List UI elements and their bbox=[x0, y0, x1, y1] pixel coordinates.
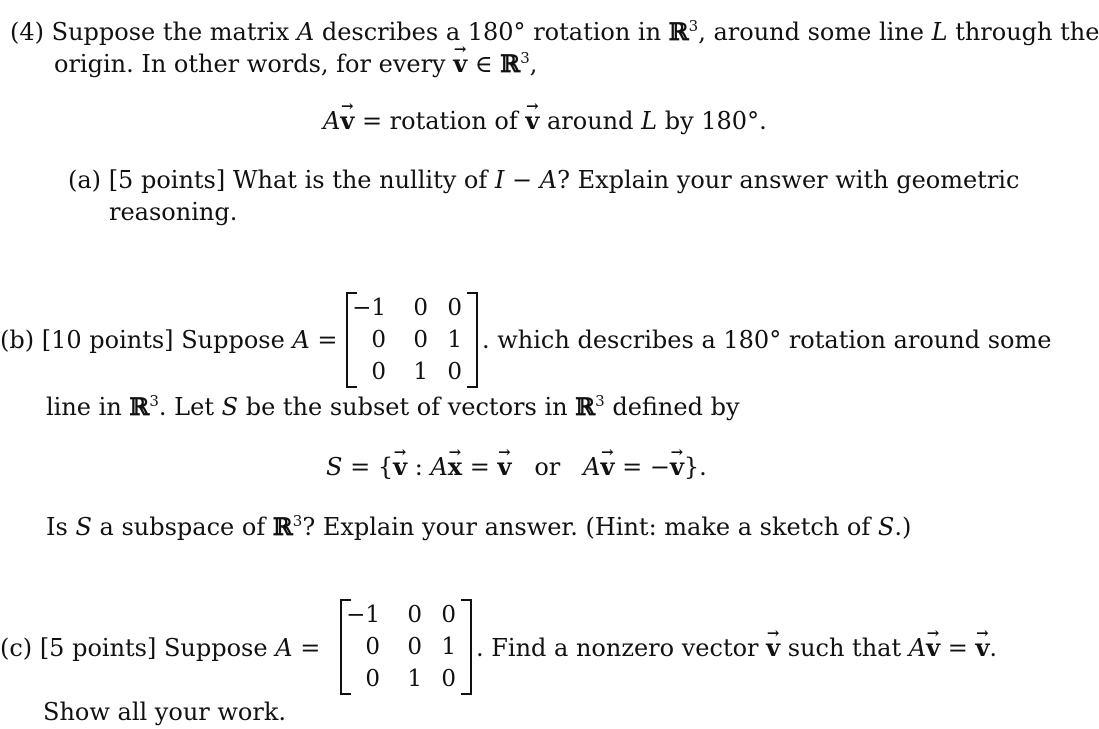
part-c-label: (c) bbox=[0, 634, 33, 662]
show-work-note: Show all your work. bbox=[43, 698, 287, 726]
matrix-b-cell: 0 bbox=[413, 295, 428, 321]
part-a-label: (a) bbox=[68, 166, 102, 194]
part-b-label: (b) bbox=[0, 326, 35, 354]
problem-4-line-1: (4) Suppose the matrix A describes a 180° rotation in ℝ$^3$, around some line L through the bbox=[10, 17, 1099, 46]
part-a-line-2: reasoning. bbox=[109, 198, 238, 226]
matrix-b-cell: 0 bbox=[413, 327, 428, 353]
part-b-line-2: line in ℝ$^3$. Let S be the subset of vectors in ℝ$^3$ defined by bbox=[46, 392, 740, 421]
matrix-c-cell: 0 bbox=[407, 634, 422, 660]
matrix-c-cell: −1 bbox=[346, 602, 380, 628]
matrix-b-cell: 0 bbox=[447, 359, 462, 385]
matrix-c-cell: 0 bbox=[441, 602, 456, 628]
matrix-b-cell: 0 bbox=[371, 327, 386, 353]
matrix-c-cell: 0 bbox=[407, 602, 422, 628]
matrix-c bbox=[340, 599, 472, 695]
matrix-c-cell: 0 bbox=[365, 634, 380, 660]
matrix-c-cell: 1 bbox=[407, 666, 422, 692]
matrix-c-cell: 0 bbox=[365, 666, 380, 692]
part-c-line-1-right: . Find a nonzero vector → v such that A→ v = → v. bbox=[476, 633, 997, 663]
set-definition: S = {→ v : A→ x = → v or A→ v = −→ v}. bbox=[326, 452, 707, 482]
part-b-question: Is S a subspace of ℝ$^3$? Explain your answer. (Hint: make a sketch of S.) bbox=[46, 512, 912, 541]
rotation-equation: A→ v = rotation of → v around L by 180°. bbox=[323, 106, 767, 136]
matrix-b-cell: −1 bbox=[352, 295, 386, 321]
part-a-line-1: (a) [5 points] What is the nullity of I − A? Explain your answer with geometric bbox=[68, 166, 1020, 194]
matrix-b-cell: 0 bbox=[371, 359, 386, 385]
matrix-b-cell: 1 bbox=[447, 327, 462, 353]
part-b-line-1-left: (b) [10 points] Suppose A = bbox=[0, 326, 338, 354]
matrix-b bbox=[346, 292, 478, 388]
part-c-line-1-left: (c) [5 points] Suppose A = bbox=[0, 634, 321, 662]
part-b-line-1-right: . which describes a 180° rotation around some bbox=[482, 326, 1052, 354]
matrix-c-cell: 0 bbox=[441, 666, 456, 692]
problem-4-line-2: origin. In other words, for every → v ∈ ℝ$^3$, bbox=[54, 49, 537, 79]
matrix-c-cell: 1 bbox=[441, 634, 456, 660]
matrix-b-cell: 1 bbox=[413, 359, 428, 385]
matrix-b-cell: 0 bbox=[447, 295, 462, 321]
problem-number: (4) bbox=[10, 18, 44, 46]
